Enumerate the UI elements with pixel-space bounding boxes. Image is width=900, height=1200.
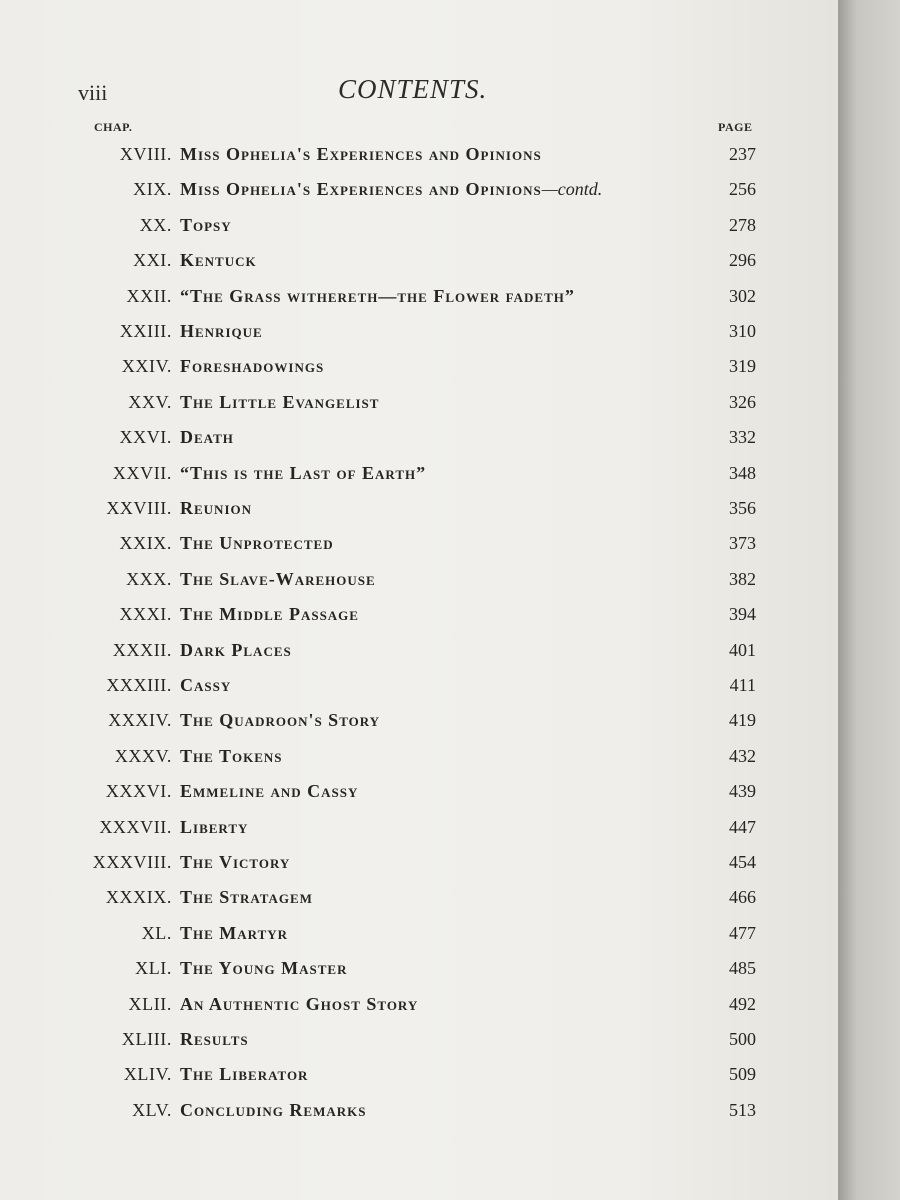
page-reference: 296 (729, 250, 756, 271)
chapter-title (180, 422, 700, 452)
toc-entry (0, 847, 838, 877)
chapter-title (180, 351, 700, 381)
chapter-title-text: The Stratagem (180, 887, 313, 908)
chapter-title (180, 174, 700, 204)
chapter-number: XLIV. (123, 1064, 172, 1085)
chapter-title (180, 528, 700, 558)
chapter-title-continued: —contd. (541, 179, 603, 200)
chapter-number: XXXVIII. (92, 852, 172, 872)
chapter-number: XIX. (133, 179, 172, 200)
toc-entry (0, 670, 838, 700)
chapter-number: XXVII. (112, 462, 172, 483)
toc-entry (0, 599, 838, 629)
page-reference: 319 (729, 356, 756, 377)
chapter-title-text: Miss Ophelia's Experiences and Opinions (180, 179, 542, 200)
chapter-title-text: Reunion (180, 498, 253, 518)
toc-entry (0, 705, 838, 735)
chapter-title-text: The Slave-Warehouse (180, 568, 376, 589)
chapter-number: XXIX. (119, 533, 172, 554)
page-reference: 332 (729, 427, 756, 448)
facing-page-edge (838, 0, 900, 1200)
chapter-title-text: Death (180, 427, 234, 448)
chapter-title (180, 316, 700, 346)
toc-entry (0, 741, 838, 771)
chapter-title-text: The Martyr (180, 922, 289, 943)
chapter-title-text: The Victory (180, 852, 291, 872)
chapter-title (180, 599, 700, 629)
chapter-title (180, 741, 700, 771)
chapter-title-text: Dark Places (180, 639, 292, 660)
chapter-title (180, 493, 700, 523)
chapter-title (180, 670, 700, 700)
toc-entry (0, 918, 838, 948)
toc-entry (0, 458, 838, 488)
toc-entry (0, 812, 838, 842)
toc-entry (0, 776, 838, 806)
chapter-title (180, 812, 700, 842)
chapter-title (180, 776, 700, 806)
page-reference: 513 (729, 1099, 756, 1120)
chapter-number: XXIII. (119, 321, 172, 341)
toc-entry (0, 387, 838, 417)
chapter-title (180, 245, 700, 275)
chapter-title-text: Henrique (180, 321, 263, 341)
chapter-title (180, 705, 700, 735)
toc-entry (0, 1095, 838, 1125)
chapter-number: XXXIII. (106, 675, 172, 695)
chapter-title-text: The Tokens (180, 745, 283, 766)
chapter-number: XLI. (135, 958, 172, 979)
toc-entry (0, 635, 838, 665)
chapter-number: XLII. (128, 993, 172, 1014)
chapter-title-text: The Young Master (180, 958, 348, 979)
page-reference: 509 (729, 1064, 756, 1085)
chapter-number: XL. (141, 922, 172, 943)
toc-entry (0, 882, 838, 912)
chapter-number: XXXI. (119, 604, 172, 625)
chapter-number: XXXIX. (105, 887, 172, 908)
page-reference: 447 (729, 816, 756, 837)
chapter-title (180, 564, 700, 594)
chapter-number: XXVIII. (106, 498, 172, 518)
page-reference: 394 (729, 604, 756, 625)
chapter-number: XXXII. (112, 639, 172, 660)
page-reference: 492 (729, 993, 756, 1014)
toc-entry (0, 953, 838, 983)
chapter-title-text: Topsy (180, 214, 232, 235)
chapter-title (180, 882, 700, 912)
chapter-title (180, 953, 700, 983)
page-reference: 356 (729, 498, 756, 518)
page-reference: 348 (729, 462, 756, 483)
chapter-title (180, 635, 700, 665)
page-reference: 373 (729, 533, 756, 554)
chapter-title (180, 458, 700, 488)
toc-entry (0, 528, 838, 558)
toc-entry (0, 1024, 838, 1054)
chapter-number: XXV. (128, 391, 172, 412)
page-reference: 454 (729, 852, 756, 872)
page-reference: 411 (729, 675, 756, 695)
chapter-number: XXXVII. (99, 816, 172, 837)
page-reference: 432 (729, 745, 756, 766)
chapter-title (180, 139, 700, 169)
chapter-title-text: Results (180, 1029, 249, 1049)
page-reference: 326 (729, 391, 756, 412)
page-reference: 485 (729, 958, 756, 979)
chapter-title-text: Cassy (180, 675, 232, 695)
toc-entry (0, 493, 838, 523)
chapter-number: XX. (139, 214, 172, 235)
chapter-number: XXII. (126, 285, 172, 306)
chapter-title (180, 1095, 700, 1125)
toc-entry (0, 139, 838, 169)
page-reference: 302 (729, 285, 756, 306)
page-reference: 237 (729, 144, 756, 164)
page-reference: 401 (729, 639, 756, 660)
toc-entry (0, 564, 838, 594)
chapter-title (180, 1059, 700, 1089)
chapter-title-text: Miss Ophelia's Experiences and Opinions (180, 144, 542, 164)
page-reference: 466 (729, 887, 756, 908)
toc-entry (0, 422, 838, 452)
chapter-number: XXXV. (114, 745, 172, 766)
page-reference: 439 (729, 781, 756, 802)
chapter-number: XXXIV. (108, 710, 172, 731)
chapter-title-text: The Liberator (180, 1064, 309, 1085)
page-reference: 310 (729, 321, 756, 341)
chapter-number: XXI. (133, 250, 172, 271)
toc-entry (0, 210, 838, 240)
page-reference: 278 (729, 214, 756, 235)
chapter-title-text: The Middle Passage (180, 604, 359, 625)
toc-entry (0, 174, 838, 204)
page-number: viii (78, 80, 108, 105)
toc-entry (0, 1059, 838, 1089)
chapter-number: XXXVI. (105, 781, 172, 802)
chapter-title (180, 847, 700, 877)
toc-entry (0, 245, 838, 275)
chapter-title-text: The Little Evangelist (180, 391, 380, 412)
chapter-number: XXIV. (121, 356, 172, 377)
page-column-header: PAGE (718, 120, 753, 134)
chapter-number: XLIII. (121, 1029, 172, 1049)
chapter-title-text: Emmeline and Cassy (180, 781, 359, 802)
chapter-number: XVIII. (119, 144, 172, 164)
chapter-title-text: “This is the Last of Earth” (180, 462, 427, 483)
page-reference: 419 (729, 710, 756, 731)
toc-entry (0, 989, 838, 1019)
page-reference: 477 (729, 922, 756, 943)
chapter-title-text: Concluding Remarks (180, 1099, 367, 1120)
page-reference: 256 (729, 179, 756, 200)
chapter-title-text: Liberty (180, 816, 249, 837)
chapter-title (180, 387, 700, 417)
chap-column-header: CHAP. (94, 120, 133, 134)
chapter-title (180, 210, 700, 240)
page-title: CONTENTS. (338, 74, 488, 104)
toc-entry (0, 351, 838, 381)
chapter-title (180, 989, 700, 1019)
chapter-number: XXVI. (119, 427, 172, 448)
toc-entry (0, 316, 838, 346)
chapter-number: XLV. (132, 1099, 172, 1120)
chapter-title (180, 918, 700, 948)
chapter-title-text: “The Grass withereth—the Flower fadeth” (180, 285, 575, 306)
chapter-title-text: Foreshadowings (180, 356, 325, 377)
chapter-title-text: The Quadroon's Story (180, 710, 381, 731)
chapter-title-text: Kentuck (180, 250, 257, 271)
chapter-title (180, 281, 700, 311)
chapter-number: XXX. (126, 568, 172, 589)
chapter-title-text: The Unprotected (180, 533, 334, 554)
chapter-title-text: An Authentic Ghost Story (180, 993, 419, 1014)
chapter-title (180, 1024, 700, 1054)
page-reference: 382 (729, 568, 756, 589)
page-reference: 500 (729, 1029, 756, 1049)
toc-entry (0, 281, 838, 311)
